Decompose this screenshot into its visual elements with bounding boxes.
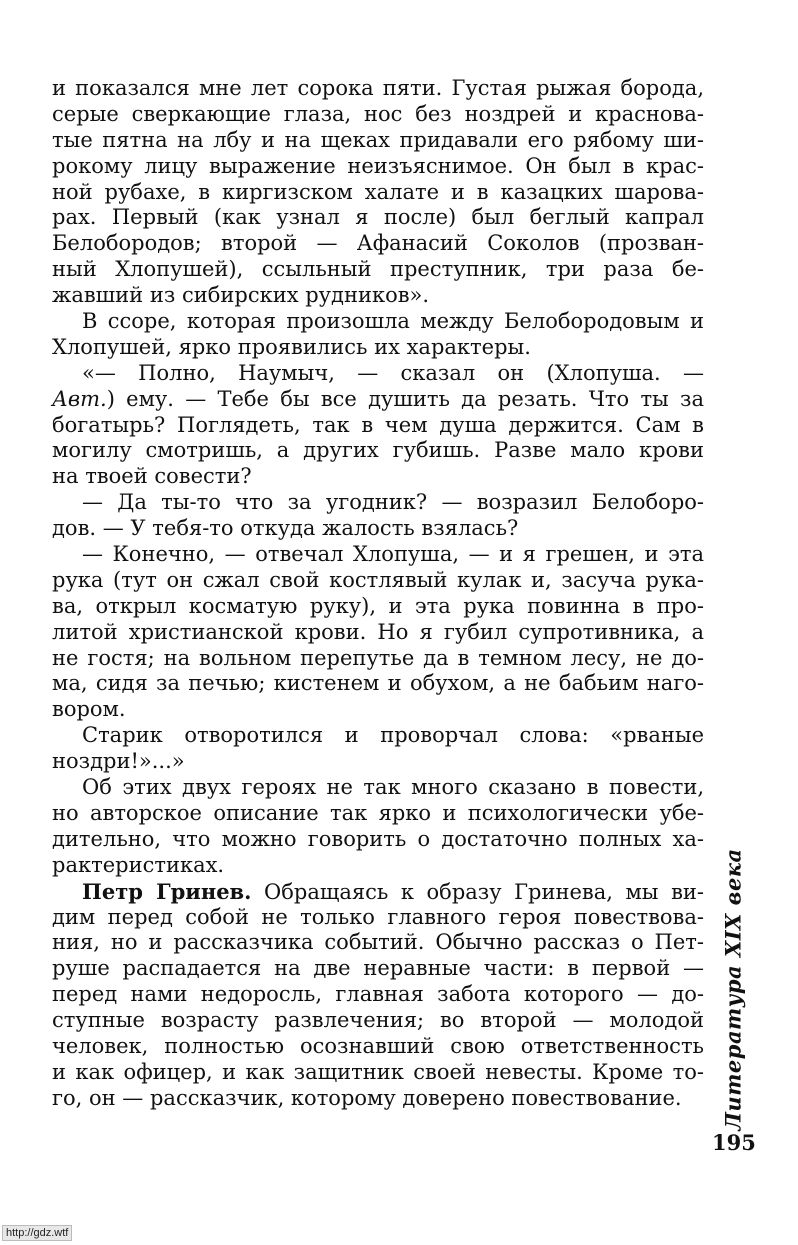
text-line: человек, полностью осознавший свою ответственность: [52, 1033, 704, 1058]
page-number: 195: [712, 1130, 756, 1155]
text-line: Об этих двух героях не так много сказано в повести,: [82, 775, 704, 800]
text-line: ва, открыл косматую руку), и эта рука повинна в про-: [52, 593, 704, 618]
text-line: вором.: [52, 697, 126, 722]
text-fragment: ) ему. — Тебе бы все душить да резать. Что ты за: [106, 386, 704, 411]
text-line: Белобородов; второй — Афанасий Соколов (прозван-: [52, 231, 704, 256]
text-line: тые пятна на лбу и на щеках придавали его рябому ши-: [52, 127, 704, 152]
text-line: жавший из сибирских рудников».: [52, 283, 430, 308]
text-line: ния, но и рассказчика событий. Обычно рассказ о Пет-: [52, 930, 704, 955]
text-line: «— Полно, Наумыч, — сказал он (Хлопуша. —: [82, 360, 704, 385]
text-line: богатырь? Поглядеть, так в чем душа держится. Сам в: [52, 412, 704, 437]
body-text: [52, 76, 704, 1112]
text-line: на твоей совести?: [52, 464, 252, 489]
text-line: ной рубахе, в киргизском халате и в казацких шарова-: [52, 179, 704, 204]
text-line: перед нами недоросль, главная забота которого — до-: [52, 982, 704, 1007]
text-line: могилу смотришь, а других губишь. Разве мало крови: [52, 438, 704, 463]
text-line: дов. — У тебя-то откуда жалость взялась?: [52, 516, 519, 541]
text-line: [52, 387, 704, 413]
text-line: — Да ты-то что за угодник? — возразил Белоборо-: [82, 490, 704, 515]
text-line: дительно, что можно говорить о достаточно полных ха-: [52, 826, 704, 851]
text-line: дим перед собой не только главного героя повествова-: [52, 904, 704, 929]
text-line: В ссоре, которая произошла между Белобородовым и: [82, 309, 704, 334]
text-line: ма, сидя за печью; кистенем и обухом, а не бабьим наго-: [52, 671, 704, 696]
text-line: го, он — рассказчик, которому доверено повествование.: [52, 1085, 682, 1110]
running-header-text: Литература XIX века: [720, 847, 746, 1131]
text-line: не гостя; на вольном перепутье да в темном лесу, не до-: [52, 645, 704, 670]
author-abbrev: Авт.: [52, 386, 107, 411]
text-line: но авторское описание так ярко и психологически убе-: [52, 800, 704, 825]
text-line: [52, 879, 704, 905]
text-line: Старик отворотился и проворчал слова: «рваные: [82, 723, 704, 748]
text-line: рука (тут он сжал свой костлявый кулак и, засуча рука-: [52, 567, 704, 592]
text-line: руше распадается на две неравные части: в первой —: [52, 956, 704, 981]
text-line: и показался мне лет сорока пяти. Густая рыжая борода,: [52, 76, 704, 100]
text-line: — Конечно, — отвечал Хлопуша, — и я грешен, и эта: [82, 542, 704, 567]
text-line: Хлопушей, ярко проявились их характеры.: [52, 334, 531, 359]
text-line: ный Хлопушей), ссыльный преступник, три раза бе-: [52, 257, 704, 282]
watermark: http://gdz.wtf: [2, 1225, 72, 1241]
text-line: рах. Первый (как узнал я после) был беглый капрал: [52, 205, 704, 230]
text-fragment: Обращаясь к образу Гринева, мы ви-: [264, 879, 704, 904]
text-line: рактеристиках.: [52, 852, 225, 877]
section-heading: Петр Гринев.: [82, 878, 252, 904]
text-line: литой христианской крови. Но я губил супротивника, а: [52, 619, 704, 644]
text-line: ступные возрасту развлечения; во второй — молодой: [52, 1008, 704, 1033]
text-line: ноздри!»...»: [52, 749, 185, 774]
text-line: и как офицер, и как защитник своей невесты. Кроме то-: [52, 1059, 704, 1084]
text-line: серые сверкающие глаза, нос без ноздрей и краснова-: [52, 101, 704, 126]
text-line: рокому лицу выражение неизъяснимое. Он был в крас-: [52, 153, 704, 178]
running-header: [718, 847, 748, 1131]
